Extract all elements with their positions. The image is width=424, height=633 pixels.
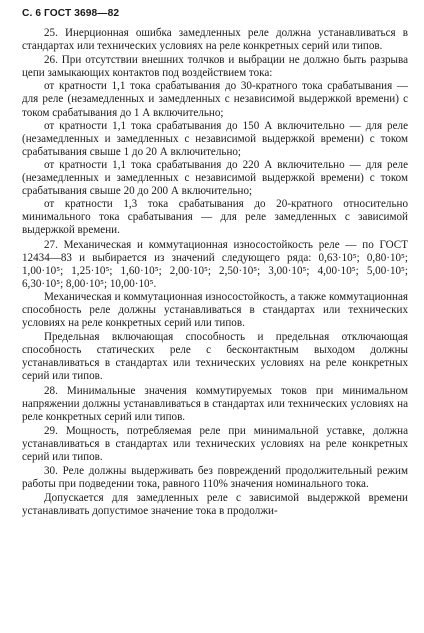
paragraph-25: 25. Инерционная ошибка замедленных реле должна устанавливаться в стандартах или технических условиях на реле конкретных серий или типов. (22, 27, 408, 53)
paragraph-28: 28. Минимальные значения коммутируемых токов при минимальном напряжении должны устанавливаться в стандартах или технических условиях на реле конкретных серий или типов. (22, 384, 408, 423)
paragraph-26: 26. При отсутствии внешних толчков и выбрации не должно быть разрыва цепи замыкающих контактов под воздействием тока: (22, 54, 408, 80)
paragraph-26-item-2: от кратности 1,1 тока срабатывания до 150 А включительно — для реле (незамедленных и замедленных с независимой выдержкой времени) с током срабатывания свыше 1 до 20 А включительно; (22, 119, 408, 158)
paragraph-26-item-3: от кратности 1,1 тока срабатывания до 220 А включительно — для реле (незамедленных и замедленных с независимой выдержкой времени) с током срабатывания свыше 20 до 200 А включительно; (22, 158, 408, 198)
paragraph-27-wear: Механическая и коммутационная износостойкость, а также коммутационная способность реле должны устанавливаться в стандартах или технических условиях на реле конкретных серий или типов. (22, 290, 408, 330)
page-header: С. 6 ГОСТ 3698—82 (22, 8, 120, 19)
paragraph-26-item-1: от кратности 1,1 тока срабатывания до 30-кратного тока срабатывания — для реле (незамедленных и замедленных с независимой выдержкой времени) с током срабатывания до 1 А включительно; (22, 80, 408, 119)
paragraph-26-item-4: от кратности 1,3 тока срабатывания до 20-кратного относительно минимального тока срабатывания — для реле замедленных с зависимой выдержкой времени. (22, 198, 408, 237)
paragraph-27: 27. Механическая и коммутационная износостойкость реле — по ГОСТ 12434—83 и выбирается из значений следующего ряда: 0,63·10⁵; 0,80·10⁵; 1,00·10⁵; 1,25·10⁵; 1,60·10⁵; 2,00·10⁵; 2,50·10⁵; 3,00·10⁵; 4,00·10⁵; 5,00·10⁵; 6,30·10⁵; 8,00·10⁵; 10,00·10⁵. (22, 238, 408, 290)
paragraph-27-static: Предельная включающая способность и предельная отключающая способность статических реле с бесконтактным выходом должны устанавливаться в стандартах или технических условиях на реле конкретных серий или типов. (22, 331, 408, 383)
paragraph-30-allowance: Допускается для замедленных реле с зависимой выдержкой времени устанавливать допустимое значение тока в продолжи- (22, 492, 408, 518)
paragraph-29: 29. Мощность, потребляемая реле при минимальной уставке, должна устанавливаться в стандартах или технических условиях на реле конкретных серий или типов. (22, 424, 408, 463)
paragraph-30: 30. Реле должны выдерживать без повреждений продолжительный режим работы при подведении тока, равного 110% значения номинального тока. (22, 465, 408, 491)
